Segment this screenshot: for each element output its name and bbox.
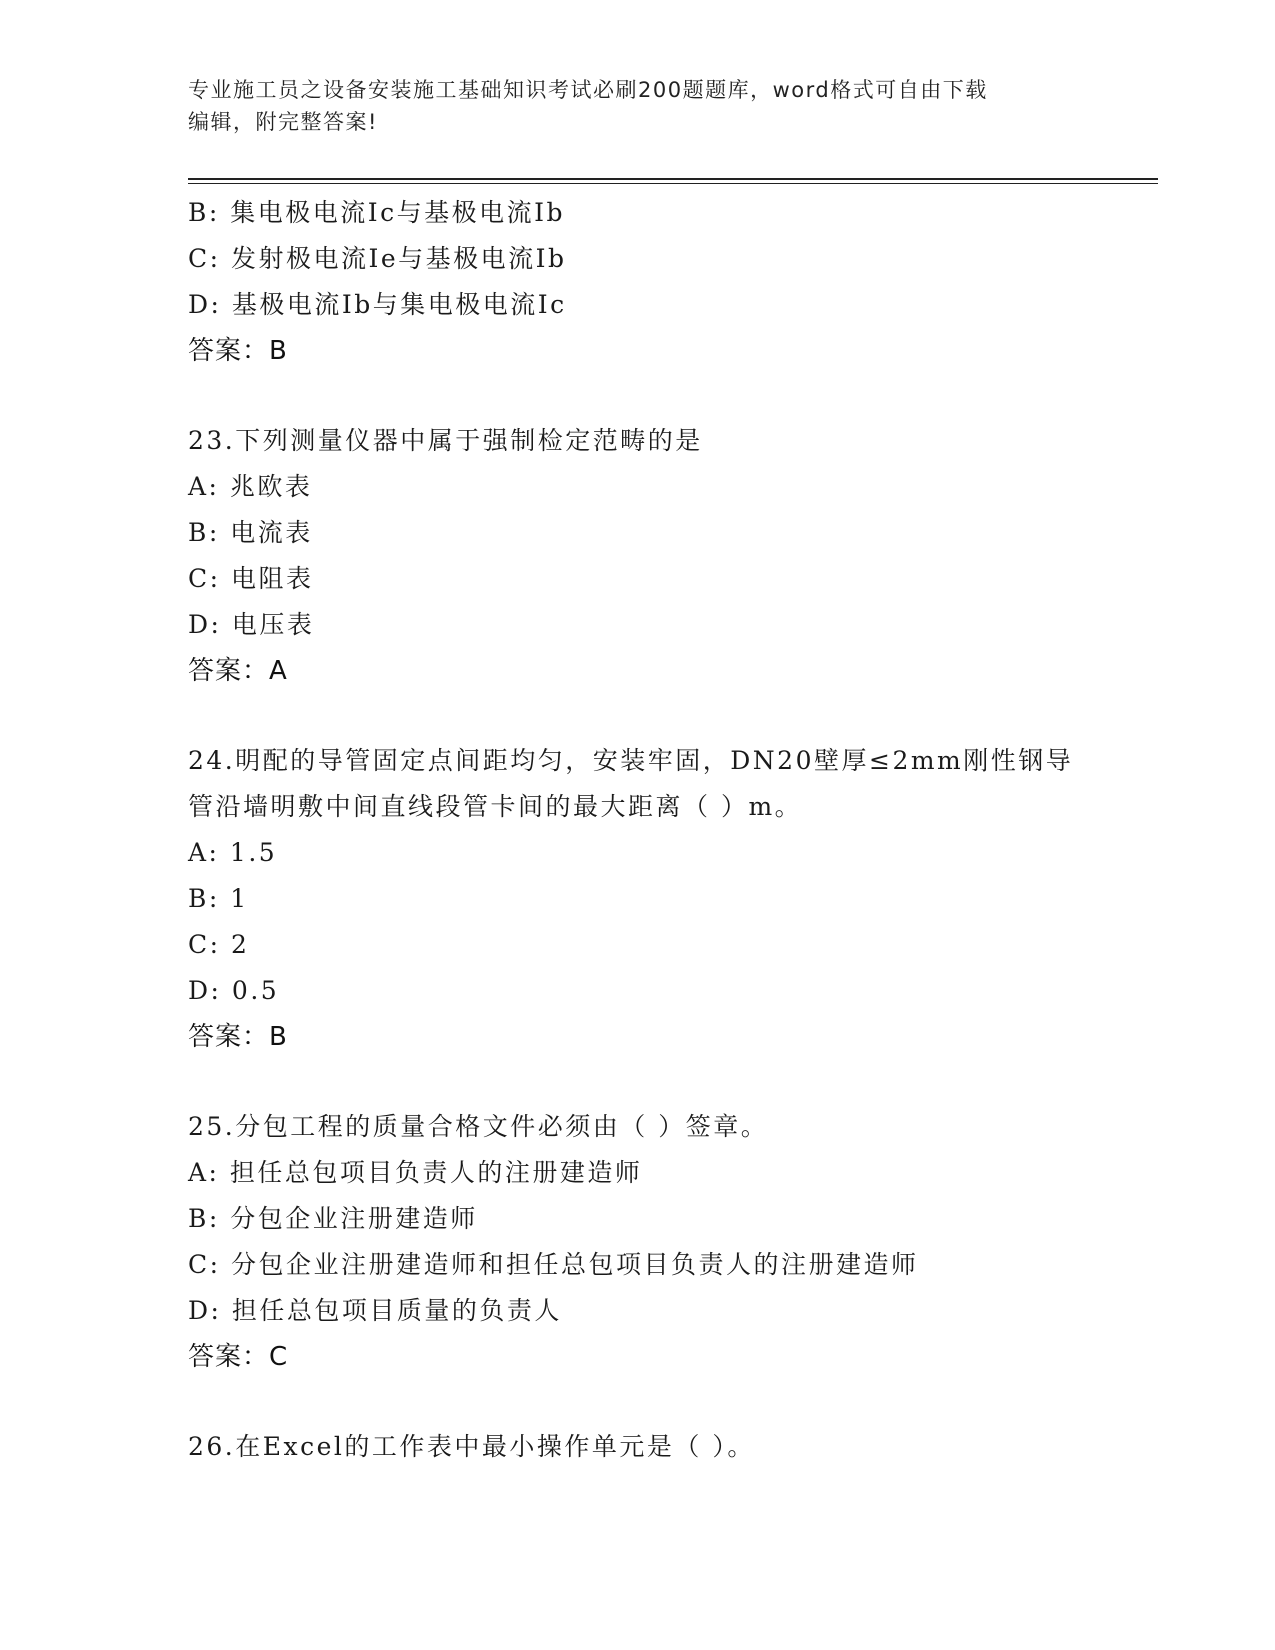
question-stem: 25.分包工程的质量合格文件必须由（ ）签章。 — [188, 1112, 769, 1141]
header-line-1: 专业施工员之设备安装施工基础知识考试必刷200题题库，word格式可自由下载 — [188, 78, 988, 102]
option-c: C: 分包企业注册建造师和担任总包项目负责人的注册建造师 — [188, 1250, 919, 1279]
question-22-continued — [188, 190, 1138, 374]
option-b: B: 集电极电流Ic与基极电流Ib — [188, 198, 565, 227]
option-c: C: 电阻表 — [188, 564, 314, 593]
question-24 — [188, 738, 1138, 1060]
answer-label: 答案：B — [188, 1022, 288, 1052]
answer-label: 答案：A — [188, 656, 288, 686]
option-d: D: 担任总包项目质量的负责人 — [188, 1296, 562, 1325]
question-26 — [188, 1424, 1138, 1470]
question-stem-continued: 管沿墙明敷中间直线段管卡间的最大距离（ ）m。 — [188, 792, 803, 821]
header-divider — [188, 178, 1158, 180]
option-a: A: 担任总包项目负责人的注册建造师 — [188, 1158, 643, 1187]
option-b: B: 分包企业注册建造师 — [188, 1204, 478, 1233]
option-c: C: 发射极电流Ie与基极电流Ib — [188, 244, 567, 273]
option-a: A: 兆欧表 — [188, 472, 313, 501]
answer-label: 答案：B — [188, 336, 288, 366]
question-stem: 23.下列测量仪器中属于强制检定范畴的是 — [188, 426, 703, 455]
option-b: B: 电流表 — [188, 518, 313, 547]
document-header — [188, 74, 1078, 138]
option-b: B: 1 — [188, 884, 249, 913]
option-a: A: 1.5 — [188, 838, 278, 867]
option-d: D: 0.5 — [188, 976, 280, 1005]
question-stem: 24.明配的导管固定点间距均匀，安装牢固，DN20壁厚≤2mm刚性钢导 — [188, 746, 1074, 775]
option-c: C: 2 — [188, 930, 250, 959]
question-25 — [188, 1104, 1138, 1380]
question-23 — [188, 418, 1138, 694]
option-d: D: 电压表 — [188, 610, 315, 639]
question-stem: 26.在Excel的工作表中最小操作单元是（ ）。 — [188, 1432, 755, 1461]
header-divider-thin — [188, 183, 1158, 184]
question-list — [188, 190, 1138, 1470]
answer-label: 答案：C — [188, 1342, 289, 1372]
option-d: D: 基极电流Ib与集电极电流Ic — [188, 290, 567, 319]
header-line-2: 编辑，附完整答案! — [188, 110, 378, 134]
